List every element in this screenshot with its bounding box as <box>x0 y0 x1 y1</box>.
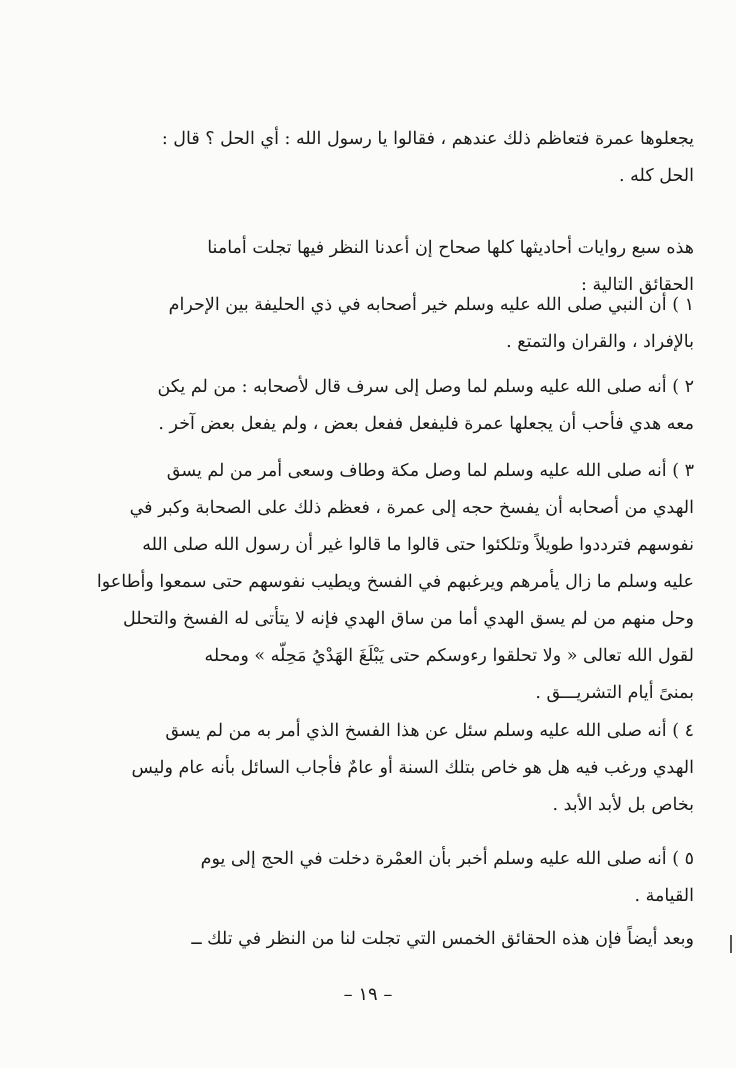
text-line: بخاص بل لأبد الأبد . <box>552 795 694 815</box>
scan-edge-mark <box>730 935 732 953</box>
text-line: ٣ ) أنه صلى الله عليه وسلم لما وصل مكة وطاف وسعى أمر من لم يسق <box>166 461 694 481</box>
text-line: وبعد أيضاً فإن هذه الحقائق الخمس التي تجلت لنا من النظر في تلك ــ <box>191 929 694 949</box>
page-number: – ١٩ – <box>343 984 393 1005</box>
text-line: عليه وسلم ما زال يأمرهم ويرغبهم في الفسخ ويطيب نفوسهم حتى سمعوا وأطاعوا <box>96 572 694 592</box>
paragraph-1 <box>62 121 694 195</box>
text-line: ١ ) أن النبي صلى الله عليه وسلم خير أصحابه في ذي الحليفة بين الإحرام <box>168 295 694 315</box>
paragraph-8 <box>62 921 694 958</box>
paragraph-4 <box>62 369 694 443</box>
text-line: معه هدي فأحب أن يجعلها عمرة فليفعل ففعل بعض ، ولم يفعل بعض آخر . <box>158 414 694 434</box>
text-line: القيامة . <box>634 886 694 906</box>
text-line: ٥ ) أنه صلى الله عليه وسلم أخبر بأن العمْرة دخلت في الحج إلى يوم <box>200 849 694 869</box>
paragraph-5 <box>62 453 694 712</box>
text-line: الهدي من أصحابه أن يفسخ حجه إلى عمرة ، فعظم ذلك على الصحابة وكبر في <box>129 498 694 518</box>
text-line: وحل منهم من لم يسق الهدي أما من ساق الهدي فإنه لا يتأتى له الفسخ والتحلل <box>122 609 694 629</box>
text-line: ٤ ) أنه صلى الله عليه وسلم سئل عن هذا الفسخ الذي أمر به من لم يسق <box>165 721 694 741</box>
text-line: الحقائق التالية : <box>581 275 694 295</box>
text-line: الحل كله . <box>619 166 694 186</box>
text-line: لقول الله تعالى « ولا تحلقوا رءوسكم حتى يَبْلَغَ الهَدْيُ مَحِلّه » ومحله <box>204 646 694 666</box>
text-line: هذه سبع روايات أحاديثها كلها صحاح إن أعدنا النظر فيها تجلت أمامنا <box>207 238 694 258</box>
text-line: بالإفراد ، والقران والتمتع . <box>506 332 694 352</box>
paragraph-7 <box>62 841 694 915</box>
paragraph-3 <box>62 287 694 361</box>
text-line: ٢ ) أنه صلى الله عليه وسلم لما وصل إلى سرف قال لأصحابه : من لم يكن <box>157 377 694 397</box>
paragraph-6 <box>62 713 694 824</box>
text-line: يجعلوها عمرة فتعاظم ذلك عندهم ، فقالوا يا رسول الله : أي الحل ؟ قال : <box>161 129 694 149</box>
text-line: بمنىً أيام التشريـــق . <box>535 683 694 703</box>
text-line: الهدي ورغب فيه هل هو خاص بتلك السنة أو عامٌ فأجاب السائل بأنه عام وليس <box>131 758 694 778</box>
text-line: نفوسهم فترددوا طويلاً وتلكئوا حتى قالوا ما قالوا غير أن رسول الله صلى الله <box>142 535 694 555</box>
